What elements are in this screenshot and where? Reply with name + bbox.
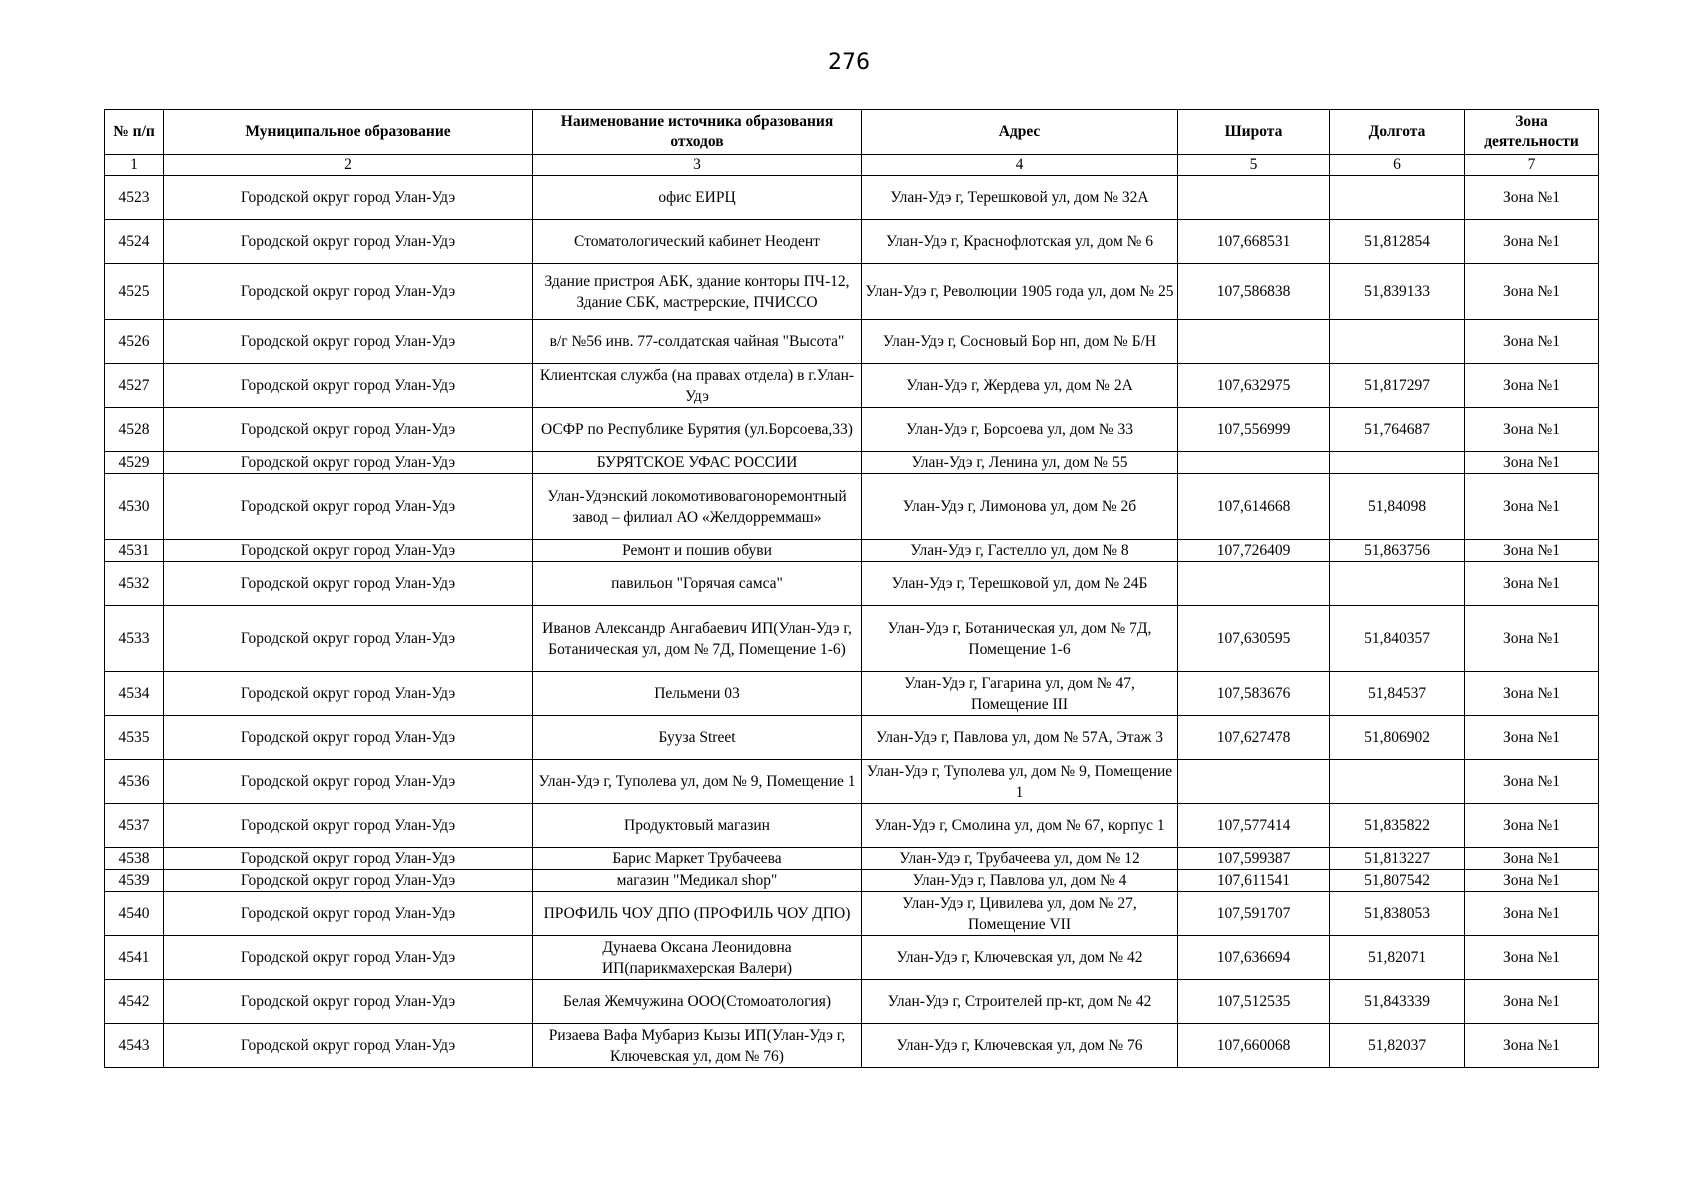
latitude-cell xyxy=(1178,176,1330,220)
address-cell: Улан-Удэ г, Жердева ул, дом № 2А xyxy=(862,364,1178,408)
longitude-cell: 51,764687 xyxy=(1330,408,1465,452)
row-number: 4534 xyxy=(105,672,164,716)
address-cell: Улан-Удэ г, Трубачеева ул, дом № 12 xyxy=(862,848,1178,870)
source-name-cell: Иванов Александр Ангабаевич ИП(Улан-Удэ г, Ботаническая ул, дом № 7Д, Помещение 1-6) xyxy=(533,606,862,672)
table-row xyxy=(105,540,1599,562)
row-number: 4524 xyxy=(105,220,164,264)
latitude-cell: 107,586838 xyxy=(1178,264,1330,320)
municipality-cell: Городской округ город Улан-Удэ xyxy=(164,760,533,804)
latitude-cell xyxy=(1178,320,1330,364)
municipality-cell: Городской округ город Улан-Удэ xyxy=(164,672,533,716)
municipality-cell: Городской округ город Улан-Удэ xyxy=(164,540,533,562)
zone-cell: Зона №1 xyxy=(1465,264,1599,320)
address-cell: Улан-Удэ г, Строителей пр-кт, дом № 42 xyxy=(862,980,1178,1024)
municipality-cell: Городской округ город Улан-Удэ xyxy=(164,804,533,848)
row-number: 4541 xyxy=(105,936,164,980)
longitude-cell: 51,84098 xyxy=(1330,474,1465,540)
row-number: 4531 xyxy=(105,540,164,562)
address-cell: Улан-Удэ г, Борсоева ул, дом № 33 xyxy=(862,408,1178,452)
source-name-cell: Барис Маркет Трубачеева xyxy=(533,848,862,870)
zone-cell: Зона №1 xyxy=(1465,936,1599,980)
table-row xyxy=(105,892,1599,936)
row-number: 4533 xyxy=(105,606,164,672)
latitude-cell: 107,636694 xyxy=(1178,936,1330,980)
municipality-cell: Городской округ город Улан-Удэ xyxy=(164,364,533,408)
header-zone: Зона деятельности xyxy=(1465,110,1599,155)
header-latitude: Широта xyxy=(1178,110,1330,155)
row-number: 4528 xyxy=(105,408,164,452)
address-cell: Улан-Удэ г, Павлова ул, дом № 4 xyxy=(862,870,1178,892)
latitude-cell: 107,726409 xyxy=(1178,540,1330,562)
row-number: 4539 xyxy=(105,870,164,892)
column-number: 4 xyxy=(862,155,1178,176)
source-name-cell: БУРЯТСКОЕ УФАС РОССИИ xyxy=(533,452,862,474)
zone-cell: Зона №1 xyxy=(1465,848,1599,870)
longitude-cell: 51,812854 xyxy=(1330,220,1465,264)
column-number: 5 xyxy=(1178,155,1330,176)
zone-cell: Зона №1 xyxy=(1465,408,1599,452)
address-cell: Улан-Удэ г, Гастелло ул, дом № 8 xyxy=(862,540,1178,562)
municipality-cell: Городской округ город Улан-Удэ xyxy=(164,936,533,980)
row-number: 4530 xyxy=(105,474,164,540)
address-cell: Улан-Удэ г, Революции 1905 года ул, дом № 25 xyxy=(862,264,1178,320)
address-cell: Улан-Удэ г, Цивилева ул, дом № 27, Помещение VII xyxy=(862,892,1178,936)
zone-cell: Зона №1 xyxy=(1465,980,1599,1024)
longitude-cell xyxy=(1330,320,1465,364)
zone-cell: Зона №1 xyxy=(1465,606,1599,672)
zone-cell: Зона №1 xyxy=(1465,364,1599,408)
latitude-cell: 107,632975 xyxy=(1178,364,1330,408)
row-number: 4540 xyxy=(105,892,164,936)
header-source: Наименование источника образования отходов xyxy=(533,110,862,155)
table-row xyxy=(105,980,1599,1024)
municipality-cell: Городской округ город Улан-Удэ xyxy=(164,1024,533,1068)
latitude-cell: 107,599387 xyxy=(1178,848,1330,870)
zone-cell: Зона №1 xyxy=(1465,220,1599,264)
zone-cell: Зона №1 xyxy=(1465,474,1599,540)
table-row xyxy=(105,452,1599,474)
latitude-cell xyxy=(1178,452,1330,474)
zone-cell: Зона №1 xyxy=(1465,892,1599,936)
row-number: 4532 xyxy=(105,562,164,606)
row-number: 4538 xyxy=(105,848,164,870)
source-name-cell: Продуктовый магазин xyxy=(533,804,862,848)
header-num: № п/п xyxy=(105,110,164,155)
address-cell: Улан-Удэ г, Лимонова ул, дом № 2б xyxy=(862,474,1178,540)
source-name-cell: офис ЕИРЦ xyxy=(533,176,862,220)
zone-cell: Зона №1 xyxy=(1465,870,1599,892)
municipality-cell: Городской округ город Улан-Удэ xyxy=(164,264,533,320)
table-row xyxy=(105,672,1599,716)
table-row xyxy=(105,264,1599,320)
latitude-cell xyxy=(1178,562,1330,606)
longitude-cell: 51,843339 xyxy=(1330,980,1465,1024)
table-row xyxy=(105,848,1599,870)
table-row xyxy=(105,870,1599,892)
address-cell: Улан-Удэ г, Терешковой ул, дом № 32А xyxy=(862,176,1178,220)
latitude-cell: 107,660068 xyxy=(1178,1024,1330,1068)
latitude-cell: 107,583676 xyxy=(1178,672,1330,716)
latitude-cell: 107,591707 xyxy=(1178,892,1330,936)
municipality-cell: Городской округ город Улан-Удэ xyxy=(164,892,533,936)
row-number: 4523 xyxy=(105,176,164,220)
longitude-cell xyxy=(1330,452,1465,474)
table-row xyxy=(105,408,1599,452)
zone-cell: Зона №1 xyxy=(1465,1024,1599,1068)
source-name-cell: Стоматологический кабинет Неодент xyxy=(533,220,862,264)
row-number: 4542 xyxy=(105,980,164,1024)
address-cell: Улан-Удэ г, Ключевская ул, дом № 76 xyxy=(862,1024,1178,1068)
source-name-cell: ОСФР по Республике Бурятия (ул.Борсоева,33) xyxy=(533,408,862,452)
municipality-cell: Городской округ город Улан-Удэ xyxy=(164,220,533,264)
column-number: 3 xyxy=(533,155,862,176)
municipality-cell: Городской округ город Улан-Удэ xyxy=(164,320,533,364)
row-number: 4537 xyxy=(105,804,164,848)
row-number: 4527 xyxy=(105,364,164,408)
municipality-cell: Городской округ город Улан-Удэ xyxy=(164,408,533,452)
address-cell: Улан-Удэ г, Туполева ул, дом № 9, Помещение 1 xyxy=(862,760,1178,804)
zone-cell: Зона №1 xyxy=(1465,562,1599,606)
table-row xyxy=(105,474,1599,540)
table-row xyxy=(105,320,1599,364)
longitude-cell: 51,813227 xyxy=(1330,848,1465,870)
latitude-cell: 107,614668 xyxy=(1178,474,1330,540)
longitude-cell: 51,840357 xyxy=(1330,606,1465,672)
zone-cell: Зона №1 xyxy=(1465,672,1599,716)
row-number: 4543 xyxy=(105,1024,164,1068)
source-name-cell: в/г №56 инв. 77-солдатская чайная "Высота" xyxy=(533,320,862,364)
table-row xyxy=(105,176,1599,220)
source-name-cell: магазин "Медикал shop" xyxy=(533,870,862,892)
latitude-cell: 107,627478 xyxy=(1178,716,1330,760)
column-number: 2 xyxy=(164,155,533,176)
column-number: 1 xyxy=(105,155,164,176)
source-name-cell: Ризаева Вафа Мубариз Кызы ИП(Улан-Удэ г, Ключевская ул, дом № 76) xyxy=(533,1024,862,1068)
zone-cell: Зона №1 xyxy=(1465,452,1599,474)
waste-sources-table xyxy=(104,109,1599,1068)
source-name-cell: Пельмени 03 xyxy=(533,672,862,716)
zone-cell: Зона №1 xyxy=(1465,760,1599,804)
latitude-cell: 107,512535 xyxy=(1178,980,1330,1024)
address-cell: Улан-Удэ г, Терешковой ул, дом № 24Б xyxy=(862,562,1178,606)
table-body xyxy=(105,176,1599,1068)
longitude-cell: 51,863756 xyxy=(1330,540,1465,562)
latitude-cell xyxy=(1178,760,1330,804)
longitude-cell: 51,835822 xyxy=(1330,804,1465,848)
latitude-cell: 107,556999 xyxy=(1178,408,1330,452)
column-number: 6 xyxy=(1330,155,1465,176)
table-row xyxy=(105,364,1599,408)
row-number: 4529 xyxy=(105,452,164,474)
source-name-cell: Клиентская служба (на правах отдела) в г.Улан-Удэ xyxy=(533,364,862,408)
longitude-cell xyxy=(1330,562,1465,606)
longitude-cell: 51,839133 xyxy=(1330,264,1465,320)
zone-cell: Зона №1 xyxy=(1465,176,1599,220)
municipality-cell: Городской округ город Улан-Удэ xyxy=(164,606,533,672)
header-longitude: Долгота xyxy=(1330,110,1465,155)
row-number: 4526 xyxy=(105,320,164,364)
zone-cell: Зона №1 xyxy=(1465,804,1599,848)
row-number: 4535 xyxy=(105,716,164,760)
source-name-cell: Дунаева Оксана Леонидовна ИП(парикмахерская Валери) xyxy=(533,936,862,980)
source-name-cell: Белая Жемчужина ООО(Стомоатология) xyxy=(533,980,862,1024)
latitude-cell: 107,611541 xyxy=(1178,870,1330,892)
zone-cell: Зона №1 xyxy=(1465,540,1599,562)
address-cell: Улан-Удэ г, Сосновый Бор нп, дом № Б/Н xyxy=(862,320,1178,364)
header-row xyxy=(105,110,1599,155)
municipality-cell: Городской округ город Улан-Удэ xyxy=(164,176,533,220)
latitude-cell: 107,577414 xyxy=(1178,804,1330,848)
table-row xyxy=(105,606,1599,672)
longitude-cell: 51,82037 xyxy=(1330,1024,1465,1068)
longitude-cell xyxy=(1330,760,1465,804)
table-row xyxy=(105,1024,1599,1068)
longitude-cell: 51,82071 xyxy=(1330,936,1465,980)
source-name-cell: Бууза Street xyxy=(533,716,862,760)
source-name-cell: Улан-Удэ г, Туполева ул, дом № 9, Помещение 1 xyxy=(533,760,862,804)
municipality-cell: Городской округ город Улан-Удэ xyxy=(164,848,533,870)
zone-cell: Зона №1 xyxy=(1465,716,1599,760)
table-row xyxy=(105,936,1599,980)
municipality-cell: Городской округ город Улан-Удэ xyxy=(164,870,533,892)
page-number: 276 xyxy=(828,50,870,75)
municipality-cell: Городской округ город Улан-Удэ xyxy=(164,452,533,474)
table-row xyxy=(105,562,1599,606)
table-row xyxy=(105,760,1599,804)
municipality-cell: Городской округ город Улан-Удэ xyxy=(164,562,533,606)
row-number: 4525 xyxy=(105,264,164,320)
longitude-cell: 51,807542 xyxy=(1330,870,1465,892)
latitude-cell: 107,668531 xyxy=(1178,220,1330,264)
address-cell: Улан-Удэ г, Краснофлотская ул, дом № 6 xyxy=(862,220,1178,264)
source-name-cell: павильон "Горячая самса" xyxy=(533,562,862,606)
address-cell: Улан-Удэ г, Павлова ул, дом № 57А, Этаж 3 xyxy=(862,716,1178,760)
longitude-cell: 51,817297 xyxy=(1330,364,1465,408)
address-cell: Улан-Удэ г, Гагарина ул, дом № 47, Помещение III xyxy=(862,672,1178,716)
municipality-cell: Городской округ город Улан-Удэ xyxy=(164,716,533,760)
address-cell: Улан-Удэ г, Ботаническая ул, дом № 7Д, Помещение 1-6 xyxy=(862,606,1178,672)
longitude-cell xyxy=(1330,176,1465,220)
table-row xyxy=(105,220,1599,264)
longitude-cell: 51,838053 xyxy=(1330,892,1465,936)
address-cell: Улан-Удэ г, Смолина ул, дом № 67, корпус 1 xyxy=(862,804,1178,848)
municipality-cell: Городской округ город Улан-Удэ xyxy=(164,474,533,540)
table-row xyxy=(105,804,1599,848)
header-address: Адрес xyxy=(862,110,1178,155)
column-number-row xyxy=(105,155,1599,176)
longitude-cell: 51,806902 xyxy=(1330,716,1465,760)
header-municipality: Муниципальное образование xyxy=(164,110,533,155)
source-name-cell: Здание пристроя АБК, здание конторы ПЧ-12, Здание СБК, мастрерские, ПЧИССО xyxy=(533,264,862,320)
table-row xyxy=(105,716,1599,760)
source-name-cell: Улан-Удэнский локомотивовагоноремонтный завод – филиал АО «Желдорреммаш» xyxy=(533,474,862,540)
latitude-cell: 107,630595 xyxy=(1178,606,1330,672)
address-cell: Улан-Удэ г, Ленина ул, дом № 55 xyxy=(862,452,1178,474)
source-name-cell: Ремонт и пошив обуви xyxy=(533,540,862,562)
address-cell: Улан-Удэ г, Ключевская ул, дом № 42 xyxy=(862,936,1178,980)
row-number: 4536 xyxy=(105,760,164,804)
source-name-cell: ПРОФИЛЬ ЧОУ ДПО (ПРОФИЛЬ ЧОУ ДПО) xyxy=(533,892,862,936)
column-number: 7 xyxy=(1465,155,1599,176)
longitude-cell: 51,84537 xyxy=(1330,672,1465,716)
municipality-cell: Городской округ город Улан-Удэ xyxy=(164,980,533,1024)
zone-cell: Зона №1 xyxy=(1465,320,1599,364)
